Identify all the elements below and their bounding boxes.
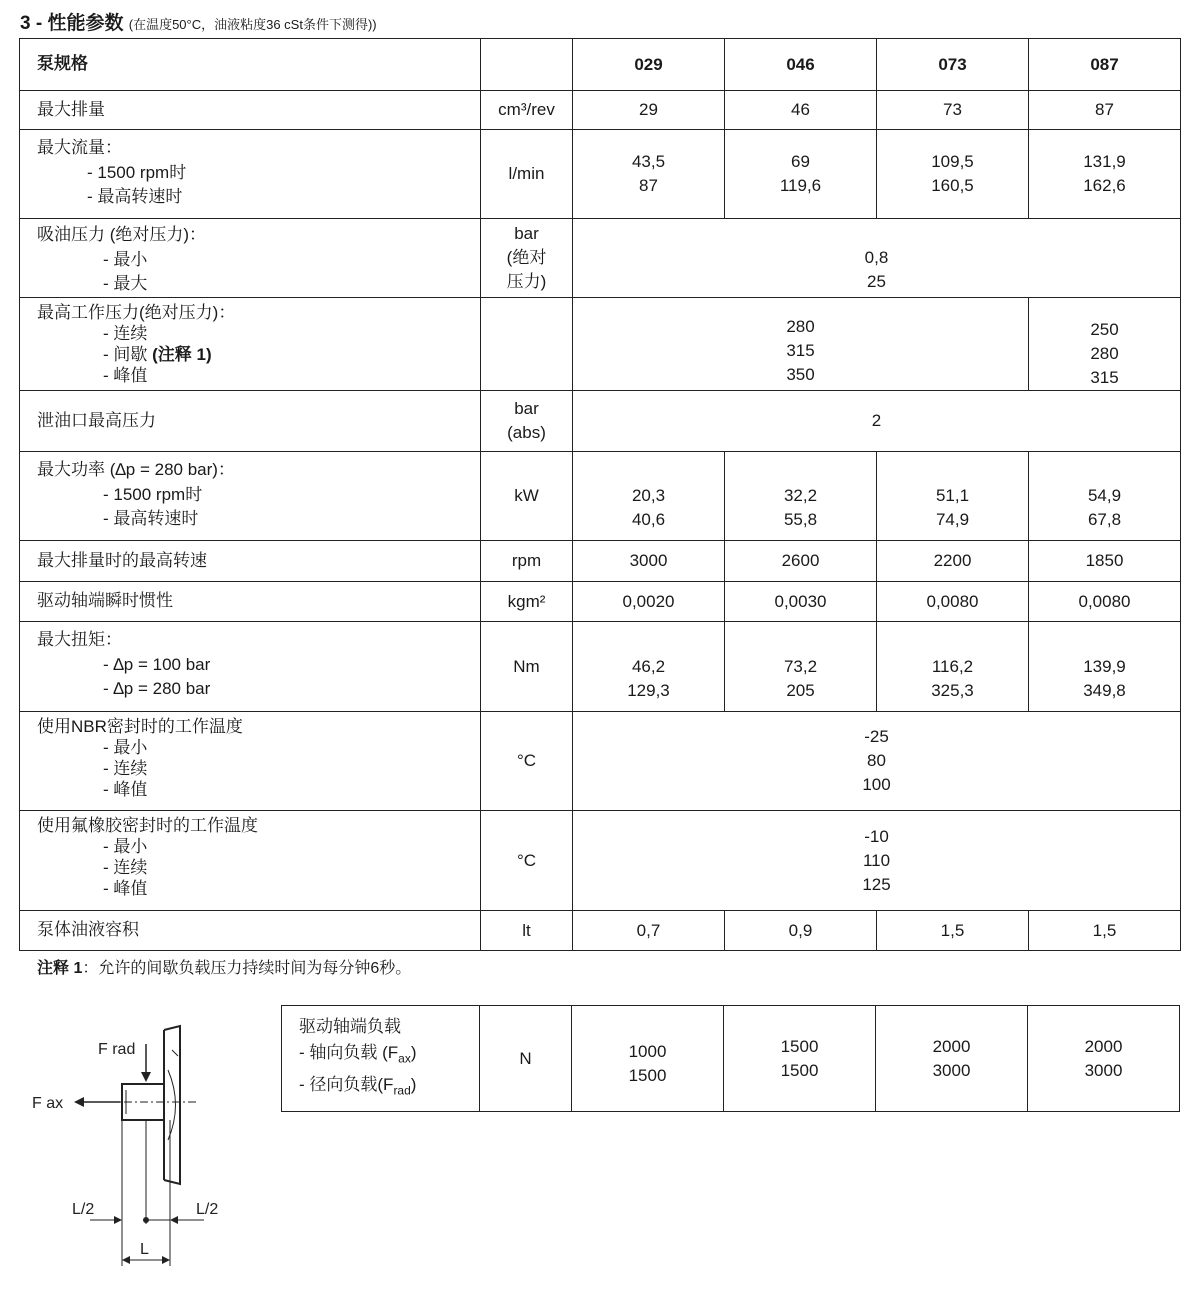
cell-value xyxy=(573,712,1181,811)
cell-value: 1,5 xyxy=(1029,911,1181,951)
cell-value xyxy=(573,811,1181,911)
value-line: 205 xyxy=(786,680,815,700)
value-line: 1000 xyxy=(628,1041,667,1061)
cell-value: 0,9 xyxy=(725,911,877,951)
row-label-sub: - ∆p = 280 bar xyxy=(103,679,211,698)
f-rad-label: F rad xyxy=(98,1041,136,1058)
cell-value xyxy=(724,1006,876,1112)
value-line: -10 xyxy=(864,826,889,846)
cell-value xyxy=(877,452,1029,541)
cell-value xyxy=(1028,1006,1180,1112)
row-label-main: 驱动轴端负载 xyxy=(299,1017,401,1037)
cell-value: 1,5 xyxy=(877,911,1029,951)
shaft-load-table xyxy=(281,1005,1180,1112)
cell-value xyxy=(725,452,877,541)
cell-value xyxy=(1029,130,1181,219)
table-row xyxy=(20,452,1181,541)
flange-arc xyxy=(168,1070,176,1140)
value-line: 125 xyxy=(862,874,891,894)
value-line: -25 xyxy=(864,727,889,746)
header-unit xyxy=(481,39,573,91)
f-ax-arrowhead xyxy=(74,1097,84,1107)
row-label-sub: - 峰值 xyxy=(103,366,148,385)
value-line: 67,8 xyxy=(1087,510,1122,529)
footnote-prefix: 注释 1 xyxy=(37,960,83,977)
cell-value xyxy=(1029,452,1181,541)
cell-value: 73 xyxy=(877,91,1029,130)
value-line: 116,2 xyxy=(931,656,974,676)
value-line: 280 xyxy=(786,317,815,336)
row-label-main: 最高工作压力(绝对压力)： xyxy=(37,303,236,322)
table-header-row xyxy=(20,39,1181,91)
row-unit: Nm xyxy=(481,622,573,712)
row-label-main: 最大流量： xyxy=(37,138,122,157)
row-label xyxy=(20,298,481,391)
row-label-sub: - 1500 rpm时 xyxy=(103,484,203,504)
value-line: 160,5 xyxy=(931,176,974,195)
value-line: 73,2 xyxy=(783,656,818,676)
row-label-main: 最大功率 (∆p = 280 bar)： xyxy=(37,460,235,479)
unit-line: bar xyxy=(514,224,539,243)
row-label xyxy=(20,622,481,712)
note-ref: (注释 1) xyxy=(152,345,212,364)
value-line: 250 xyxy=(1090,320,1119,339)
cell-value xyxy=(572,1006,724,1112)
cell-value: 0,0080 xyxy=(877,582,1029,622)
header-label: 泵规格 xyxy=(20,39,481,91)
row-unit: kW xyxy=(481,452,573,541)
footnote-text: ：允许的间歇负载压力持续时间为每分钟6秒。 xyxy=(82,960,412,977)
row-label: 驱动轴端瞬时惯性 xyxy=(20,582,481,622)
row-label-main: 最大扭矩： xyxy=(37,630,122,649)
row-label-main: 使用氟橡胶密封时的工作温度 xyxy=(37,816,258,835)
cell-value: 87 xyxy=(1029,91,1181,130)
shaft-load-diagram xyxy=(28,1020,228,1270)
row-unit xyxy=(481,391,573,452)
row-label-main: 使用NBR密封时的工作温度 xyxy=(37,717,243,736)
cell-value xyxy=(725,130,877,219)
row-label xyxy=(20,712,481,811)
value-line: 1500 xyxy=(628,1065,667,1085)
value-line: 109,5 xyxy=(931,152,974,171)
unit-line: (绝对 xyxy=(506,248,547,267)
cell-value xyxy=(573,452,725,541)
dim-arrowhead xyxy=(170,1216,178,1224)
table-row xyxy=(20,130,1181,219)
cell-value xyxy=(573,130,725,219)
header-size: 073 xyxy=(877,39,1029,91)
value-line: 2000 xyxy=(932,1036,971,1056)
value-line: 100 xyxy=(862,775,891,794)
row-label-sub: - 最小 xyxy=(103,837,148,856)
value-line: 315 xyxy=(786,341,815,360)
row-label: 最大排量时的最高转速 xyxy=(20,541,481,582)
row-label-sub: - 连续 xyxy=(103,759,148,778)
cell-value xyxy=(573,298,1029,391)
cell-value: 2 xyxy=(573,391,1181,452)
value-line: 32,2 xyxy=(783,486,818,505)
value-line: 25 xyxy=(867,272,886,291)
flange-hatch xyxy=(172,1050,178,1056)
value-line: 2000 xyxy=(1084,1036,1123,1056)
f-ax-label: F ax xyxy=(32,1095,64,1112)
value-line: 55,8 xyxy=(783,510,818,529)
table-row xyxy=(282,1006,1180,1112)
cell-value: 0,0030 xyxy=(725,582,877,622)
footnote xyxy=(37,955,411,978)
performance-table xyxy=(19,38,1181,951)
unit-line: (abs) xyxy=(507,423,546,442)
table-row xyxy=(20,298,1181,391)
cell-value: 3000 xyxy=(573,541,725,582)
radial-pre: - 径向负载(F xyxy=(299,1074,394,1094)
value-line: 51,1 xyxy=(935,486,970,505)
row-unit: l/min xyxy=(481,130,573,219)
row-label xyxy=(20,452,481,541)
value-line: 43,5 xyxy=(631,152,666,171)
row-unit: N xyxy=(480,1006,572,1112)
cell-value xyxy=(725,622,877,712)
value-line: 129,3 xyxy=(627,680,670,700)
value-line: 46,2 xyxy=(631,656,666,676)
row-label-sub xyxy=(37,344,480,365)
row-label-sub: - 峰值 xyxy=(103,879,148,898)
row-label-sub: - 连续 xyxy=(103,324,148,343)
unit-line: 压力) xyxy=(506,272,547,291)
cell-value xyxy=(876,1006,1028,1112)
cell-value xyxy=(573,622,725,712)
value-line: 1500 xyxy=(780,1036,819,1056)
row-unit: rpm xyxy=(481,541,573,582)
row-label: 泄油口最高压力 xyxy=(20,391,481,452)
row-label xyxy=(20,811,481,911)
header-size: 046 xyxy=(725,39,877,91)
row-label-sub: - 最大 xyxy=(103,274,148,293)
value-line: 54,9 xyxy=(1087,486,1122,505)
row-unit: cm³/rev xyxy=(481,91,573,130)
length-label: L xyxy=(140,1241,149,1258)
cell-value: 1850 xyxy=(1029,541,1181,582)
cell-value xyxy=(877,622,1029,712)
row-label-sub: - 最小 xyxy=(103,249,148,269)
row-label-sub xyxy=(299,1040,479,1071)
dim-dot xyxy=(143,1217,149,1223)
table-row xyxy=(20,391,1181,452)
f-rad-arrowhead xyxy=(141,1072,151,1082)
row-label-sub: - 最小 xyxy=(103,738,148,757)
table-row xyxy=(20,622,1181,712)
row-unit: °C xyxy=(481,712,573,811)
table-row xyxy=(20,541,1181,582)
value-line: 315 xyxy=(1090,368,1119,387)
value-line: 87 xyxy=(639,176,658,195)
cell-value xyxy=(1029,298,1181,391)
radial-sub: rad xyxy=(393,1082,411,1097)
flange-outline xyxy=(164,1026,180,1184)
cell-value: 0,0020 xyxy=(573,582,725,622)
header-size: 087 xyxy=(1029,39,1181,91)
value-line: 0,8 xyxy=(864,248,889,267)
value-line: 162,6 xyxy=(1083,176,1126,195)
cell-value xyxy=(877,130,1029,219)
cell-value: 2200 xyxy=(877,541,1029,582)
section-title: 3 - 性能参数 xyxy=(20,13,124,34)
axial-pre: - 轴向负载 (F xyxy=(299,1043,399,1063)
row-label-sub: - 最高转速时 xyxy=(87,187,183,206)
row-unit: lt xyxy=(481,911,573,951)
dim-arrowhead xyxy=(114,1216,122,1224)
value-line: 1500 xyxy=(780,1060,819,1080)
value-line: 349,8 xyxy=(1083,680,1126,700)
dim-arrowhead xyxy=(122,1256,130,1264)
table-row xyxy=(20,911,1181,951)
table-row xyxy=(20,712,1181,811)
value-line: 20,3 xyxy=(631,486,666,505)
row-label-sub: - 峰值 xyxy=(103,780,148,799)
row-label: 最大排量 xyxy=(20,91,481,130)
cell-value: 46 xyxy=(725,91,877,130)
table-row xyxy=(20,582,1181,622)
value-line: 139,9 xyxy=(1083,656,1126,676)
axial-post: ) xyxy=(410,1043,417,1063)
row-label-sub: - 最高转速时 xyxy=(103,509,199,528)
row-unit xyxy=(481,298,573,391)
half-length-right-label: L/2 xyxy=(196,1201,219,1218)
value-line: 3000 xyxy=(1084,1060,1123,1080)
section-subtitle: (在温度50°C，油液粘度36 cSt条件下测得)) xyxy=(128,17,377,32)
axial-sub: ax xyxy=(398,1051,411,1066)
row-label-main: 吸油压力 (绝对压力)： xyxy=(37,225,207,244)
value-line: 119,6 xyxy=(779,176,822,195)
value-line: 3000 xyxy=(932,1060,971,1080)
cell-value: 2600 xyxy=(725,541,877,582)
row-label-sub: - 1500 rpm时 xyxy=(87,162,187,182)
value-line: 280 xyxy=(1090,344,1119,363)
row-unit: °C xyxy=(481,811,573,911)
value-line: 110 xyxy=(862,850,891,870)
table-row xyxy=(20,219,1181,298)
row-label: 泵体油液容积 xyxy=(20,911,481,951)
value-line: 74,9 xyxy=(935,510,970,529)
dim-arrowhead xyxy=(162,1256,170,1264)
row-unit: kgm² xyxy=(481,582,573,622)
cell-value: 0,7 xyxy=(573,911,725,951)
row-label-sub: - 连续 xyxy=(103,858,148,877)
table-row xyxy=(20,811,1181,911)
half-length-left-label: L/2 xyxy=(72,1201,95,1218)
row-label xyxy=(20,219,481,298)
header-size: 029 xyxy=(573,39,725,91)
row-label xyxy=(282,1006,480,1112)
row-label-sub xyxy=(299,1072,479,1103)
row-unit xyxy=(481,219,573,298)
cell-value xyxy=(1029,622,1181,712)
section-heading xyxy=(20,8,377,35)
table-row xyxy=(20,91,1181,130)
value-line: 350 xyxy=(786,365,815,384)
row-label xyxy=(20,130,481,219)
row-label-sub-text: - 间歇 xyxy=(103,345,153,364)
value-line: 325,3 xyxy=(931,680,974,700)
radial-post: ) xyxy=(410,1074,417,1094)
row-label-sub: - ∆p = 100 bar xyxy=(103,654,211,674)
value-line: 131,9 xyxy=(1083,152,1126,171)
value-line: 40,6 xyxy=(631,510,666,529)
value-line: 69 xyxy=(791,152,810,171)
cell-value: 29 xyxy=(573,91,725,130)
value-line: 80 xyxy=(867,751,886,770)
cell-value xyxy=(573,219,1181,298)
unit-line: bar xyxy=(514,399,539,418)
cell-value: 0,0080 xyxy=(1029,582,1181,622)
